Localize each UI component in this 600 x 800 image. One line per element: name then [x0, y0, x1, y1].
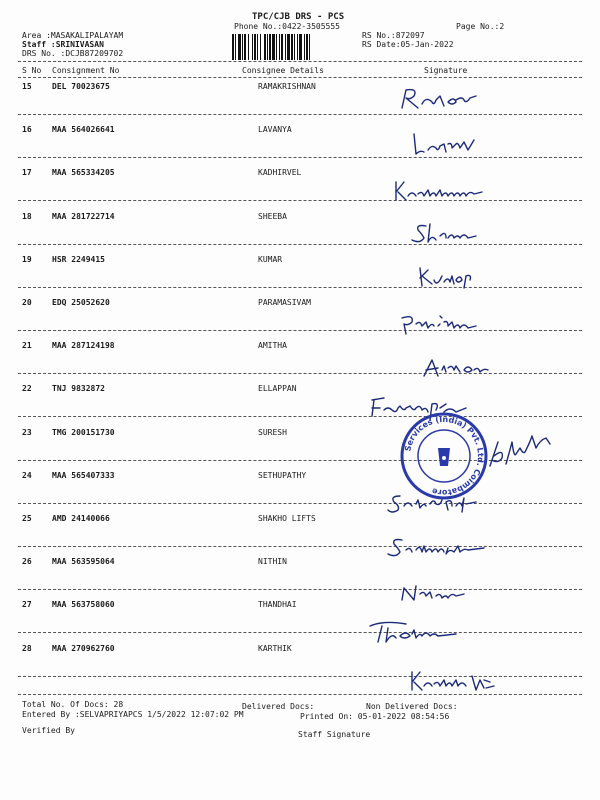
row-consignee-name: KUMAR	[258, 255, 283, 264]
area-label: Area :MASAKALIPALAYAM	[22, 31, 124, 40]
row-consignee-name: SHEEBA	[258, 212, 287, 221]
row-consignee-name: SURESH	[258, 428, 287, 437]
signature-row-17	[390, 176, 490, 206]
row-consignee-name: PARAMASIVAM	[258, 298, 311, 307]
entered-by: Entered By :SELVAPRIYAPCS 1/5/2022 12:07:02 PM	[22, 710, 244, 719]
row-consignment-number: TNJ 9832872	[52, 384, 105, 393]
company-stamp	[398, 410, 490, 502]
signature-row-23	[484, 430, 564, 474]
row-sno: 23	[22, 428, 32, 437]
signature-row-27	[366, 616, 476, 650]
row-consignment-number: EDQ 25052620	[52, 298, 110, 307]
rs-date: RS Date:05-Jan-2022	[362, 40, 454, 49]
row-consignee-name: RAMAKRISHNAN	[258, 82, 316, 91]
column-header-sno: S No	[22, 66, 42, 75]
total-docs: Total No. Of Docs: 28	[22, 700, 124, 709]
row-consignment-number: MAA 565407333	[52, 471, 115, 480]
row-sno: 28	[22, 644, 32, 653]
staff-label: Staff :SRINIVASAN	[22, 40, 104, 49]
row-consignment-number: MAA 287124198	[52, 341, 115, 350]
row-sno: 18	[22, 212, 32, 221]
sheet-title: TPC/CJB DRS - PCS	[252, 12, 345, 22]
signature-row-18	[408, 218, 488, 248]
row-divider	[18, 546, 582, 547]
divider	[18, 77, 582, 78]
row-consignment-number: TMG 200151730	[52, 428, 115, 437]
row-consignment-number: DEL 70023675	[52, 82, 110, 91]
divider	[18, 694, 582, 695]
row-consignee-name: KARTHIK	[258, 644, 292, 653]
page-number: Page No.:2	[456, 22, 505, 31]
row-consignee-name: ELLAPPAN	[258, 384, 297, 393]
row-sno: 19	[22, 255, 32, 264]
row-divider	[18, 503, 582, 504]
row-consignment-number: MAA 564026641	[52, 125, 115, 134]
row-sno: 15	[22, 82, 32, 91]
row-consignment-number: MAA 270962760	[52, 644, 115, 653]
column-header-consignment: Consignment No	[52, 66, 120, 75]
signature-row-19	[414, 262, 484, 292]
row-divider	[18, 244, 582, 245]
printed-on: Printed On: 05-01-2022 08:54:56	[300, 712, 450, 721]
verified-by: Verified By	[22, 726, 75, 735]
row-divider	[18, 287, 582, 288]
row-consignment-number: MAA 281722714	[52, 212, 115, 221]
row-consignment-number: MAA 565334205	[52, 168, 115, 177]
row-consignee-name: NITHIN	[258, 557, 287, 566]
column-header-signature: Signature	[424, 66, 468, 75]
signature-row-15	[396, 84, 486, 114]
row-divider	[18, 157, 582, 158]
svg-text:Services (India) Pvt. Ltd. Coi: Services (India) Pvt. Ltd. Coimbatore	[403, 414, 486, 498]
row-consignment-number: MAA 563758060	[52, 600, 115, 609]
row-sno: 24	[22, 471, 32, 480]
signature-row-21	[418, 352, 498, 382]
row-consignment-number: MAA 563595064	[52, 557, 115, 566]
row-sno: 21	[22, 341, 32, 350]
divider	[18, 61, 582, 62]
row-divider	[18, 632, 582, 633]
row-consignee-name: THANDHAI	[258, 600, 297, 609]
row-consignee-name: AMITHA	[258, 341, 287, 350]
barcode-image	[231, 34, 355, 60]
row-sno: 27	[22, 600, 32, 609]
signature-row-20	[396, 308, 496, 338]
row-divider	[18, 200, 582, 201]
row-consignee-name: SHAKHO LIFTS	[258, 514, 316, 523]
row-divider	[18, 416, 582, 417]
signature-row-26	[396, 578, 476, 608]
row-sno: 17	[22, 168, 32, 177]
row-divider	[18, 589, 582, 590]
row-consignment-number: HSR 2249415	[52, 255, 105, 264]
signature-row-25	[384, 532, 494, 562]
row-consignee-name: KADHIRVEL	[258, 168, 302, 177]
non-delivered-docs: Non Delivered Docs:	[366, 702, 458, 711]
row-divider	[18, 114, 582, 115]
staff-signature: Staff Signature	[298, 730, 371, 739]
row-sno: 20	[22, 298, 32, 307]
rs-number: RS No.:872097	[362, 31, 425, 40]
delivered-docs: Delivered Docs:	[242, 702, 315, 711]
row-consignee-name: SETHUPATHY	[258, 471, 307, 480]
row-consignee-name: LAVANYA	[258, 125, 292, 134]
column-header-consignee: Consignee Details	[242, 66, 324, 75]
signature-row-16	[408, 130, 488, 160]
row-divider	[18, 330, 582, 331]
phone-number: Phone No.:0422-3505555	[234, 22, 340, 31]
drs-number: DRS No. :DCJB87209702	[22, 49, 124, 58]
row-consignment-number: AMD 24140066	[52, 514, 110, 523]
row-sno: 22	[22, 384, 32, 393]
row-sno: 25	[22, 514, 32, 523]
row-sno: 26	[22, 557, 32, 566]
signature-row-28	[406, 666, 506, 696]
row-sno: 16	[22, 125, 32, 134]
